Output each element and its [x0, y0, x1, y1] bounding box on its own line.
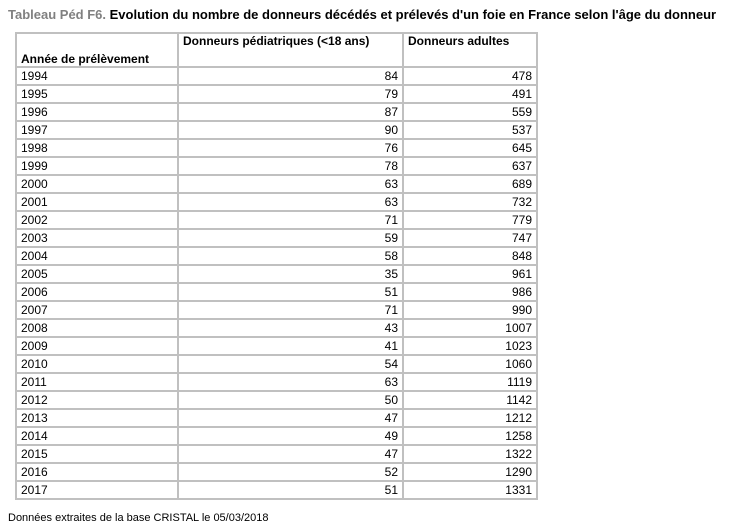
table-row — [16, 319, 537, 337]
adult-cell: 732 — [403, 193, 537, 211]
year-cell: 2009 — [16, 337, 178, 355]
adult-cell: 779 — [403, 211, 537, 229]
pediatric-cell: 59 — [178, 229, 403, 247]
pediatric-cell: 35 — [178, 265, 403, 283]
year-cell: 1998 — [16, 139, 178, 157]
table-row — [16, 193, 537, 211]
adult-cell: 961 — [403, 265, 537, 283]
adult-cell: 478 — [403, 67, 537, 85]
pediatric-cell: 76 — [178, 139, 403, 157]
year-cell: 1996 — [16, 103, 178, 121]
pediatric-cell: 63 — [178, 373, 403, 391]
adult-cell: 559 — [403, 103, 537, 121]
year-cell: 2000 — [16, 175, 178, 193]
adult-cell: 645 — [403, 139, 537, 157]
table-row — [16, 85, 537, 103]
table-row — [16, 283, 537, 301]
table-row — [16, 355, 537, 373]
table-body — [16, 67, 537, 499]
pediatric-cell: 50 — [178, 391, 403, 409]
pediatric-cell: 87 — [178, 103, 403, 121]
table-title-text: Evolution du nombre de donneurs décédés et prélevés d'un foie en France selon l'âge du donneur — [109, 7, 717, 22]
table-row — [16, 157, 537, 175]
adult-cell: 1290 — [403, 463, 537, 481]
table-row — [16, 247, 537, 265]
table-row — [16, 445, 537, 463]
adult-cell: 747 — [403, 229, 537, 247]
pediatric-cell: 43 — [178, 319, 403, 337]
adult-cell: 848 — [403, 247, 537, 265]
table-row — [16, 175, 537, 193]
table-row — [16, 301, 537, 319]
table-title — [8, 7, 716, 22]
year-cell: 2013 — [16, 409, 178, 427]
pediatric-cell: 47 — [178, 409, 403, 427]
pediatric-cell: 41 — [178, 337, 403, 355]
year-cell: 2003 — [16, 229, 178, 247]
year-cell: 1997 — [16, 121, 178, 139]
year-cell: 1995 — [16, 85, 178, 103]
pediatric-cell: 71 — [178, 301, 403, 319]
table-row — [16, 121, 537, 139]
pediatric-cell: 79 — [178, 85, 403, 103]
table-header-row — [16, 33, 537, 67]
pediatric-cell: 90 — [178, 121, 403, 139]
pediatric-cell: 49 — [178, 427, 403, 445]
table-row — [16, 211, 537, 229]
year-cell: 2012 — [16, 391, 178, 409]
table-row — [16, 67, 537, 85]
pediatric-cell: 52 — [178, 463, 403, 481]
pediatric-cell: 58 — [178, 247, 403, 265]
adult-cell: 637 — [403, 157, 537, 175]
year-cell: 2014 — [16, 427, 178, 445]
year-cell: 2006 — [16, 283, 178, 301]
adult-cell: 1119 — [403, 373, 537, 391]
year-cell: 2005 — [16, 265, 178, 283]
year-cell: 2008 — [16, 319, 178, 337]
table-row — [16, 409, 537, 427]
pediatric-cell: 63 — [178, 193, 403, 211]
pediatric-cell: 51 — [178, 283, 403, 301]
year-cell: 1999 — [16, 157, 178, 175]
adult-cell: 986 — [403, 283, 537, 301]
adult-cell: 1331 — [403, 481, 537, 499]
table-row — [16, 373, 537, 391]
year-cell: 2004 — [16, 247, 178, 265]
table-row — [16, 427, 537, 445]
table-row — [16, 391, 537, 409]
pediatric-cell: 71 — [178, 211, 403, 229]
table-row — [16, 229, 537, 247]
pediatric-cell: 47 — [178, 445, 403, 463]
table-row — [16, 139, 537, 157]
adult-cell: 1142 — [403, 391, 537, 409]
pediatric-cell: 51 — [178, 481, 403, 499]
year-cell: 2015 — [16, 445, 178, 463]
year-cell: 2007 — [16, 301, 178, 319]
year-cell: 2016 — [16, 463, 178, 481]
year-cell: 2011 — [16, 373, 178, 391]
adult-cell: 990 — [403, 301, 537, 319]
donors-table — [15, 32, 538, 500]
adult-cell: 491 — [403, 85, 537, 103]
adult-cell: 1258 — [403, 427, 537, 445]
year-cell: 1994 — [16, 67, 178, 85]
table-reference: Tableau Péd F6. — [8, 7, 107, 22]
header-pediatric: Donneurs pédiatriques (<18 ans) — [178, 33, 403, 67]
header-year: Année de prélèvement — [16, 33, 178, 67]
adult-cell: 1212 — [403, 409, 537, 427]
table-row — [16, 265, 537, 283]
year-cell: 2001 — [16, 193, 178, 211]
year-cell: 2017 — [16, 481, 178, 499]
adult-cell: 1023 — [403, 337, 537, 355]
table-row — [16, 337, 537, 355]
adult-cell: 689 — [403, 175, 537, 193]
year-cell: 2010 — [16, 355, 178, 373]
adult-cell: 1007 — [403, 319, 537, 337]
adult-cell: 537 — [403, 121, 537, 139]
pediatric-cell: 54 — [178, 355, 403, 373]
header-adult: Donneurs adultes — [403, 33, 537, 67]
table-row — [16, 103, 537, 121]
table-row — [16, 463, 537, 481]
pediatric-cell: 63 — [178, 175, 403, 193]
pediatric-cell: 78 — [178, 157, 403, 175]
footnote: Données extraites de la base CRISTAL le 05/03/2018 — [8, 512, 269, 524]
pediatric-cell: 84 — [178, 67, 403, 85]
adult-cell: 1060 — [403, 355, 537, 373]
year-cell: 2002 — [16, 211, 178, 229]
table-row — [16, 481, 537, 499]
adult-cell: 1322 — [403, 445, 537, 463]
